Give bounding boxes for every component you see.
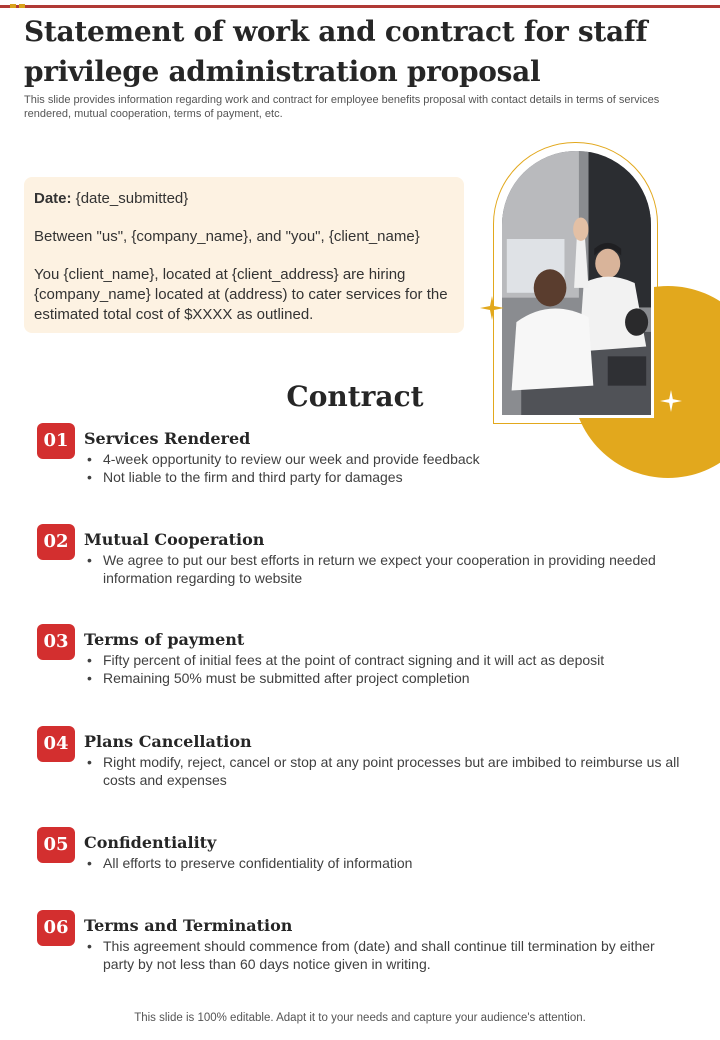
section-number-badge: 01	[37, 423, 75, 459]
section-title: Plans Cancellation	[84, 732, 252, 751]
section-title: Terms and Termination	[84, 916, 293, 935]
top-accent-bar	[0, 5, 720, 8]
section-number-badge: 06	[37, 910, 75, 946]
bullet-item: • All efforts to preserve confidentiality of information	[85, 854, 685, 872]
section-bullets	[85, 854, 685, 872]
date-line	[34, 189, 454, 209]
section-number-badge: 05	[37, 827, 75, 863]
top-accent-squares	[10, 4, 25, 8]
section-title: Mutual Cooperation	[84, 530, 265, 549]
section-bullets	[85, 450, 685, 486]
section-title: Confidentiality	[84, 833, 217, 852]
sparkle-icon	[480, 296, 504, 320]
between-line: Between "us", {company_name}, and "you", {client_name}	[34, 228, 420, 245]
section-bullets	[85, 753, 685, 789]
section-number-badge: 04	[37, 726, 75, 762]
page-subtitle: This slide provides information regarding work and contract for employee benefits proposal with contact details in terms of services rendered, mutual cooperation, terms of payment, etc.	[24, 94, 660, 120]
section-title: Services Rendered	[84, 429, 251, 448]
bullet-item: • 4-week opportunity to review our week and provide feedback	[85, 450, 685, 468]
bullet-item: • Not liable to the firm and third party for damages	[85, 468, 685, 486]
bullet-item: • We agree to put our best efforts in return we expect your cooperation in providing needed information regarding to website	[85, 551, 685, 587]
proposal-info-box	[24, 177, 464, 333]
section-bullets	[85, 551, 685, 587]
section-title: Terms of payment	[84, 630, 245, 649]
bullet-item: • Right modify, reject, cancel or stop at any point processes but are imbibed to reimburse us all costs and expenses	[85, 753, 685, 789]
date-value: {date_submitted}	[71, 190, 189, 207]
page-title: Statement of work and contract for staff privilege administration proposal	[24, 15, 648, 88]
bullet-item: • Remaining 50% must be submitted after project completion	[85, 669, 685, 687]
footer-note: This slide is 100% editable. Adapt it to your needs and capture your audience's attention.	[134, 1012, 586, 1024]
hiring-paragraph: You {client_name}, located at {client_address} are hiring {company_name} located at (address) to cater services for the estimated total cost of $XXXX as outlined.	[34, 266, 448, 323]
team-high-five-photo	[499, 148, 654, 418]
contract-heading: Contract	[286, 380, 424, 413]
section-number-badge: 03	[37, 624, 75, 660]
section-bullets	[85, 651, 685, 687]
section-bullets	[85, 937, 685, 973]
bullet-item: • This agreement should commence from (date) and shall continue till termination by either party by not less than 60 days notice given in writing.	[85, 937, 685, 973]
date-label: Date:	[34, 190, 72, 207]
section-number-badge: 02	[37, 524, 75, 560]
bullet-item: • Fifty percent of initial fees at the point of contract signing and it will act as deposit	[85, 651, 685, 669]
